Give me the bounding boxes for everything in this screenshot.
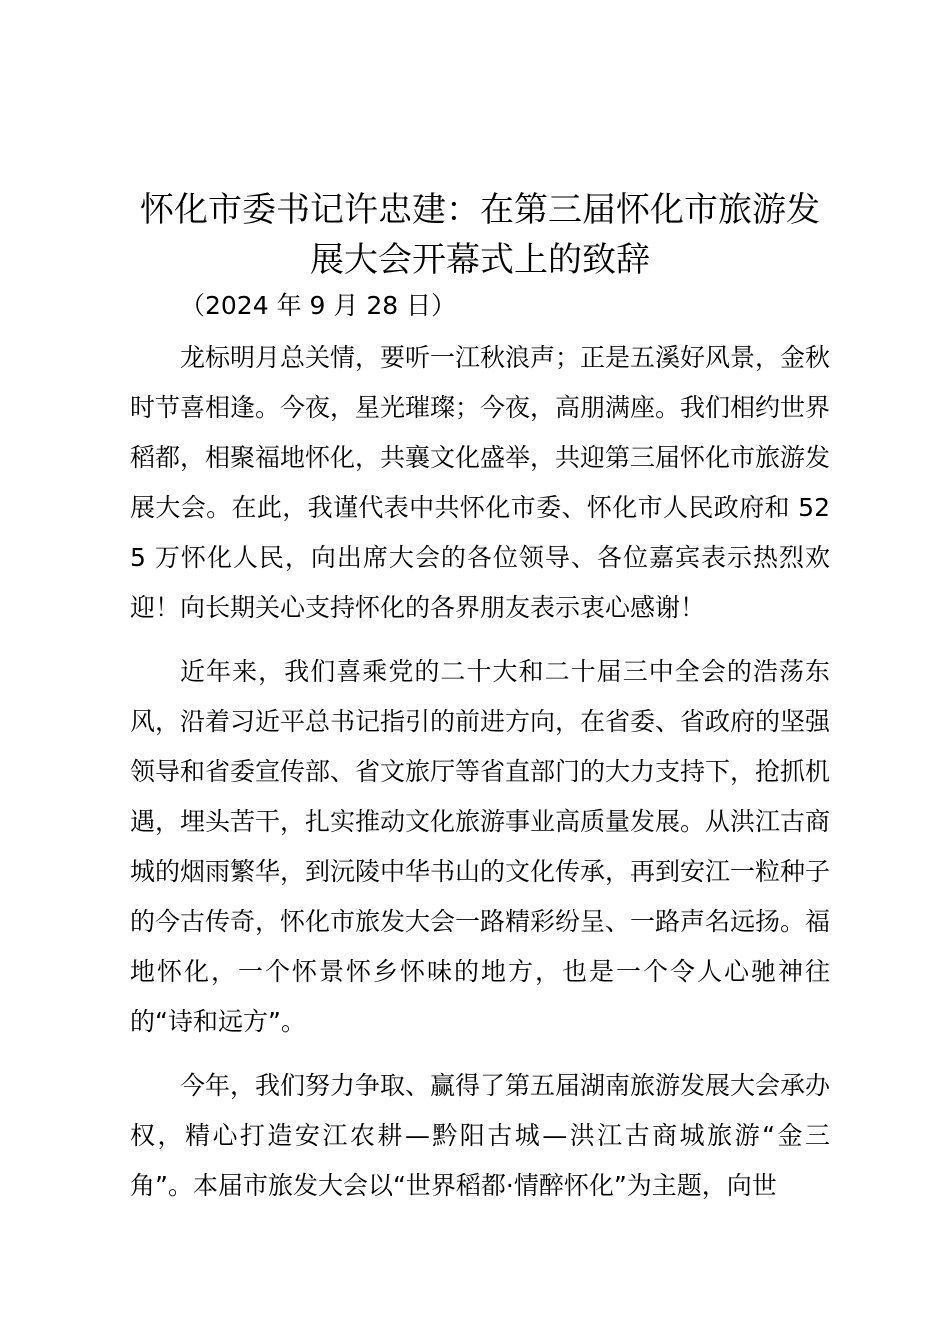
paragraph-3: 今年，我们努力争取、赢得了第五届湖南旅游发展大会承办权，精心打造安江农耕—黔阳古城—洪江古商城旅游“金三角”。本届市旅发大会以“世界稻都·情醉怀化”为主题，向世 [130,1071,831,1200]
paragraph-1: 龙标明月总关情，要听一江秋浪声；正是五溪好风景，金秋时节喜相逢。今夜，星光璀璨；今夜，高朋满座。我们相约世界稻都，相聚福地怀化，共襄文化盛举，共迎第三届怀化市旅游发展大会。在此，我谨代表中共怀化市委、怀化市人民政府和 525 万怀化人民，向出席大会的各位领导、各位嘉宾表示热烈欢迎！向长期关心支持怀化的各界朋友表示衷心感谢！ [130,343,831,622]
document-title: 怀化市委书记许忠建：在第三届怀化市旅游发展大会开幕式上的致辞 [140,190,820,280]
document-date: （2024 年 9 月 28 日） [180,291,457,320]
paragraph-2: 近年来，我们喜乘党的二十大和二十届三中全会的浩荡东风，沿着习近平总书记指引的前进方向，在省委、省政府的坚强领导和省委宣传部、省文旅厅等省直部门的大力支持下，抢抓机遇，埋头苦干，扎实推动文化旅游事业高质量发展。从洪江古商城的烟雨繁华，到沅陵中华书山的文化传承，再到安江一粒种子的今古传奇，怀化市旅发大会一路精彩纷呈、一路声名远扬。福地怀化，一个怀景怀乡怀味的地方，也是一个令人心驰神往的“诗和远方”。 [130,657,831,1036]
document-page [130,185,830,1211]
